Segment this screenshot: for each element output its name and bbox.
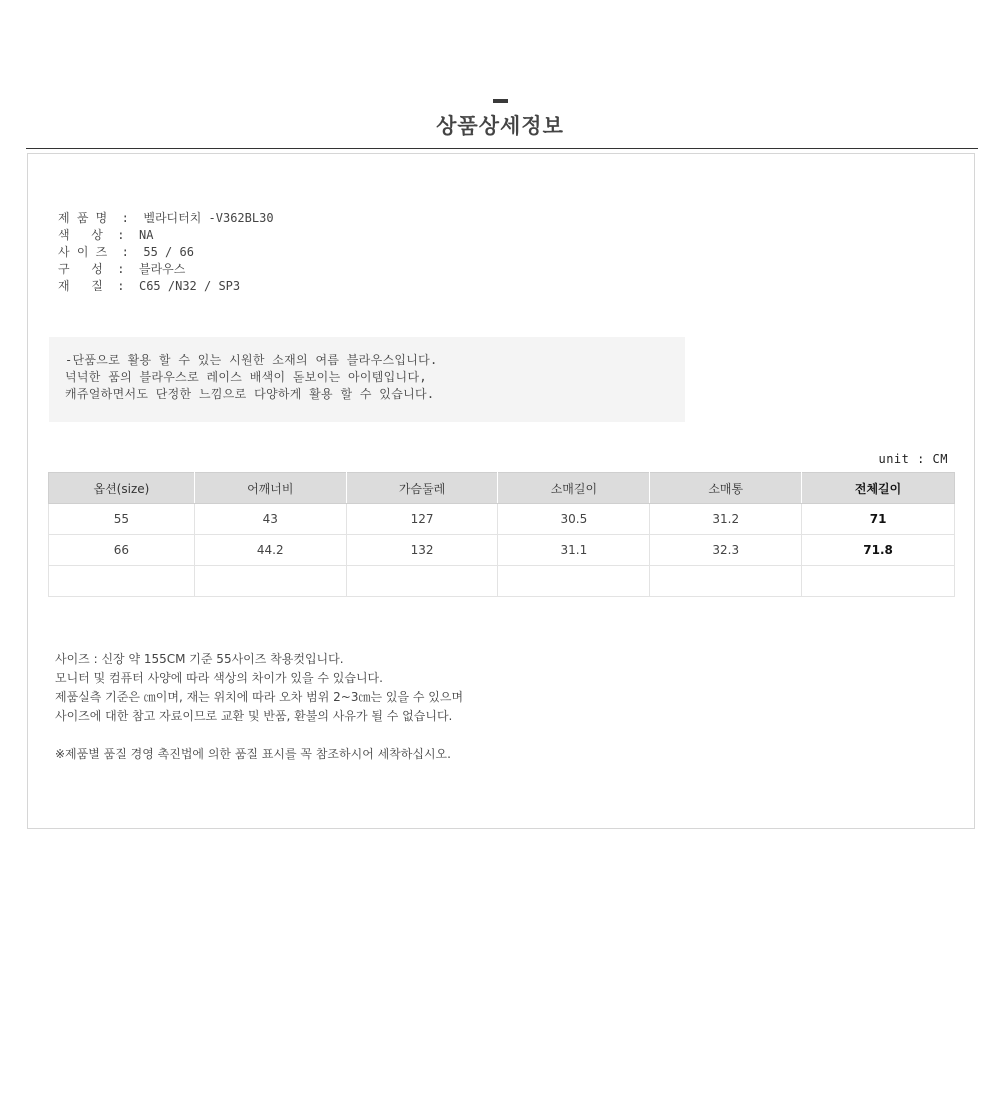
header-shoulder: 어깨너비 [194, 473, 346, 504]
description-line: 넉넉한 품의 블라우스로 레이스 배색이 돋보이는 아이템입니다, [65, 370, 427, 384]
table-cell [650, 566, 802, 597]
table-cell [49, 566, 195, 597]
page-title: 상품상세정보 [436, 114, 564, 138]
note-line: 모니터 및 컴퓨터 사양에 따라 색상의 차이가 있을 수 있습니다. [55, 671, 383, 685]
table-cell: 32.3 [650, 535, 802, 566]
table-cell [346, 566, 498, 597]
table-row [49, 535, 955, 566]
product-name-row: 제 품 명 : 벨라디터치 -V362BL30 [58, 211, 274, 225]
note-line: 사이즈 : 신장 약 155CM 기준 55사이즈 착용컷입니다. [55, 652, 344, 666]
header-sleeve-length: 소매길이 [498, 473, 650, 504]
table-cell: 66 [49, 535, 195, 566]
note-spacer [55, 726, 463, 745]
table-row [49, 504, 955, 535]
table-cell [194, 566, 346, 597]
note-line: 제품실측 기준은 ㎝이며, 재는 위치에 따라 오차 범위 2~3㎝는 있을 수 있으며 [55, 690, 464, 704]
table-cell: 43 [194, 504, 346, 535]
table-cell: 55 [49, 504, 195, 535]
size-table [48, 472, 955, 597]
header-chest: 가슴둘레 [346, 473, 498, 504]
product-material-row: 재 질 : C65 /N32 / SP3 [58, 279, 241, 293]
size-table-header [49, 473, 955, 504]
description-line: 캐쥬얼하면서도 단정한 느낌으로 다양하게 활용 할 수 있습니다. [65, 387, 435, 401]
table-row [49, 566, 955, 597]
description-line: -단품으로 활용 할 수 있는 시원한 소재의 여름 블라우스입니다. [65, 353, 438, 367]
note-line: 사이즈에 대한 참고 자료이므로 교환 및 반품, 환불의 사유가 될 수 없습니다. [55, 709, 453, 723]
care-notice: ※제품별 품질 경영 촉진법에 의한 품질 표시를 꼭 참조하시어 세착하십시오. [55, 747, 451, 761]
table-cell: 132 [346, 535, 498, 566]
table-cell: 30.5 [498, 504, 650, 535]
product-size-row: 사 이 즈 : 55 / 66 [58, 245, 194, 259]
table-cell: 31.2 [650, 504, 802, 535]
table-cell: 127 [346, 504, 498, 535]
notes [55, 650, 463, 764]
table-cell: 44.2 [194, 535, 346, 566]
table-cell: 31.1 [498, 535, 650, 566]
table-cell [802, 566, 955, 597]
header-sleeve-width: 소매통 [650, 473, 802, 504]
header-option: 옵션(size) [49, 473, 195, 504]
table-cell: 71 [802, 504, 955, 535]
title-divider [26, 148, 978, 149]
product-composition-row: 구 성 : 블라우스 [58, 262, 186, 276]
unit-label: unit : CM [878, 452, 948, 466]
product-description [65, 352, 438, 403]
title-dash [493, 99, 508, 103]
header-total-length: 전체길이 [802, 473, 955, 504]
product-info [58, 210, 274, 295]
product-color-row: 색 상 : NA [58, 228, 154, 242]
table-cell [498, 566, 650, 597]
table-cell: 71.8 [802, 535, 955, 566]
